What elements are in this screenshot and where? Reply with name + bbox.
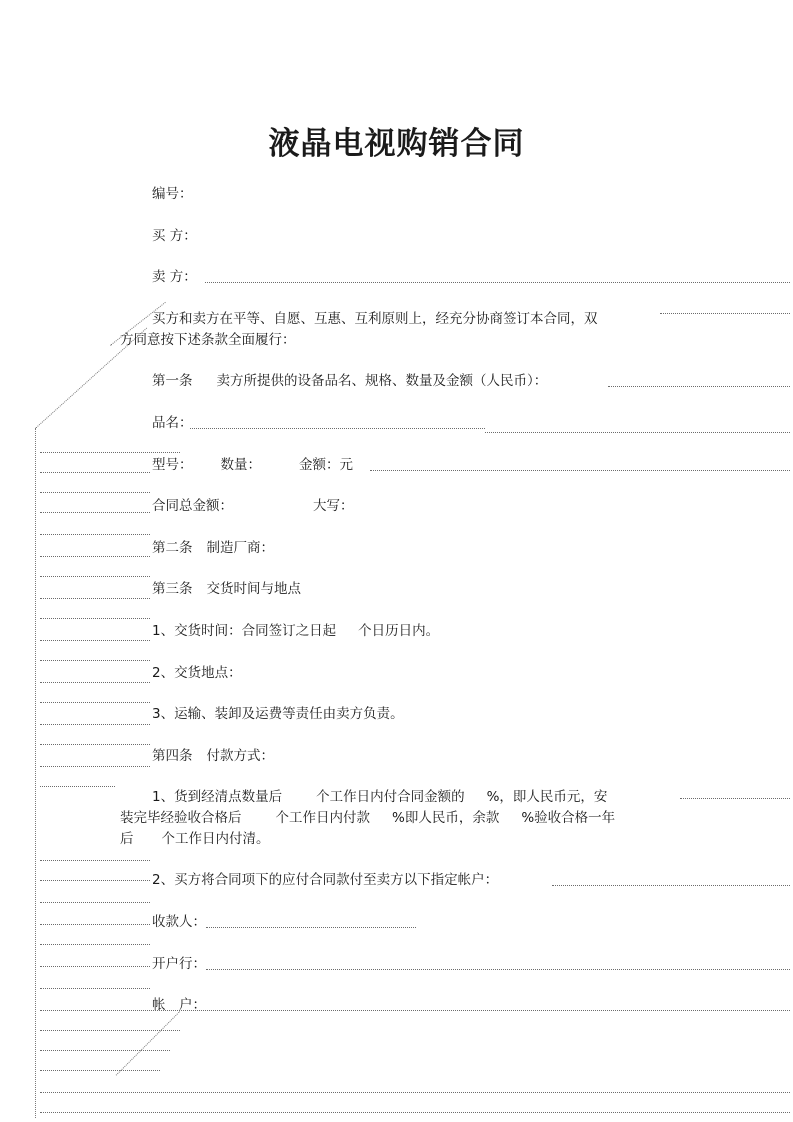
bank-label: 开户行： [152, 956, 206, 972]
product-name-field [152, 414, 193, 432]
model-label: 型号： [152, 457, 193, 473]
delivery-time-text: 1、交货时间：合同签订之日起 [152, 623, 337, 639]
article-4-line [152, 747, 274, 765]
payment-para-2: 2、买方将合同项下的应付合同款付至卖方以下指定帐户： [152, 872, 499, 888]
product-name-leader [190, 428, 485, 429]
contract-number-label: 编号： [152, 186, 193, 202]
buyer-field [152, 227, 197, 245]
uppercase-amount-label: 大写： [313, 498, 354, 514]
total-amount-label: 合同总金额： [152, 498, 233, 514]
payment-text: 装完毕经验收合格后 [120, 810, 242, 826]
payment-text: 后 [120, 831, 134, 847]
article-3-heading: 第三条 [152, 581, 193, 597]
payee-label: 收款人： [152, 914, 206, 930]
transport-line: 3、运输、装卸及运费等责任由卖方负责。 [152, 706, 404, 722]
payment-text: 个工作日内付款 [275, 810, 370, 826]
account-field [152, 996, 206, 1014]
bank-field [152, 955, 206, 973]
payment-para-2-leader [552, 885, 790, 886]
payment-para-1-line-1 [152, 788, 607, 806]
payee-field [152, 913, 206, 931]
delivery-time-suffix: 个日历日内。 [358, 623, 440, 639]
payment-text: %即人民币，余款 [392, 810, 500, 826]
delivery-time-line [152, 622, 439, 640]
article-2-text: 制造厂商： [206, 540, 274, 556]
contract-number-field [152, 185, 193, 203]
quantity-label: 数量： [220, 457, 261, 473]
payment-para-1-line-3 [120, 830, 270, 848]
buyer-label: 买 方： [152, 228, 197, 244]
payment-text: 个工作日内付清。 [161, 831, 270, 847]
article-3-text: 交货时间与地点 [206, 581, 301, 597]
total-amount-line [152, 497, 354, 515]
intro-line-2: 方同意按下述条款全面履行： [120, 332, 296, 348]
product-name-label: 品名： [152, 415, 193, 431]
account-label: 帐 户： [152, 997, 206, 1013]
article-4-text: 付款方式： [206, 748, 274, 764]
model-quantity-amount-line [152, 456, 353, 474]
amount-leader [370, 470, 790, 471]
delivery-place-line: 2、交货地点： [152, 665, 242, 681]
seller-label: 卖 方： [152, 269, 197, 285]
article-3-line [152, 580, 301, 598]
article-2-line [152, 539, 274, 557]
article-1-leader [608, 386, 790, 387]
article-1-text: 卖方所提供的设备品名、规格、数量及金额（人民币）： [216, 373, 548, 389]
payment-text: 个工作日内付合同金额的 [316, 789, 465, 805]
article-1-heading: 第一条 [152, 373, 193, 389]
seller-field [152, 268, 197, 286]
intro-line-1: 买方和卖方在平等、自愿、互惠、互利原则上，经充分协商签订本合同，双 [152, 311, 598, 327]
payment-text: 1、货到经清点数量后 [152, 789, 283, 805]
payment-text: %验收合格一年 [521, 810, 616, 826]
document-title: 液晶电视购销合同 [268, 126, 525, 162]
payee-leader [206, 927, 416, 928]
bank-leader [206, 969, 790, 970]
amount-label: 金额：元 [299, 457, 353, 473]
payment-text: %，即人民币元，安 [486, 789, 608, 805]
article-1-line [152, 372, 547, 390]
payment-para-1-line-2 [120, 809, 615, 827]
article-2-heading: 第二条 [152, 540, 193, 556]
article-4-heading: 第四条 [152, 748, 193, 764]
seller-leader [205, 282, 790, 283]
